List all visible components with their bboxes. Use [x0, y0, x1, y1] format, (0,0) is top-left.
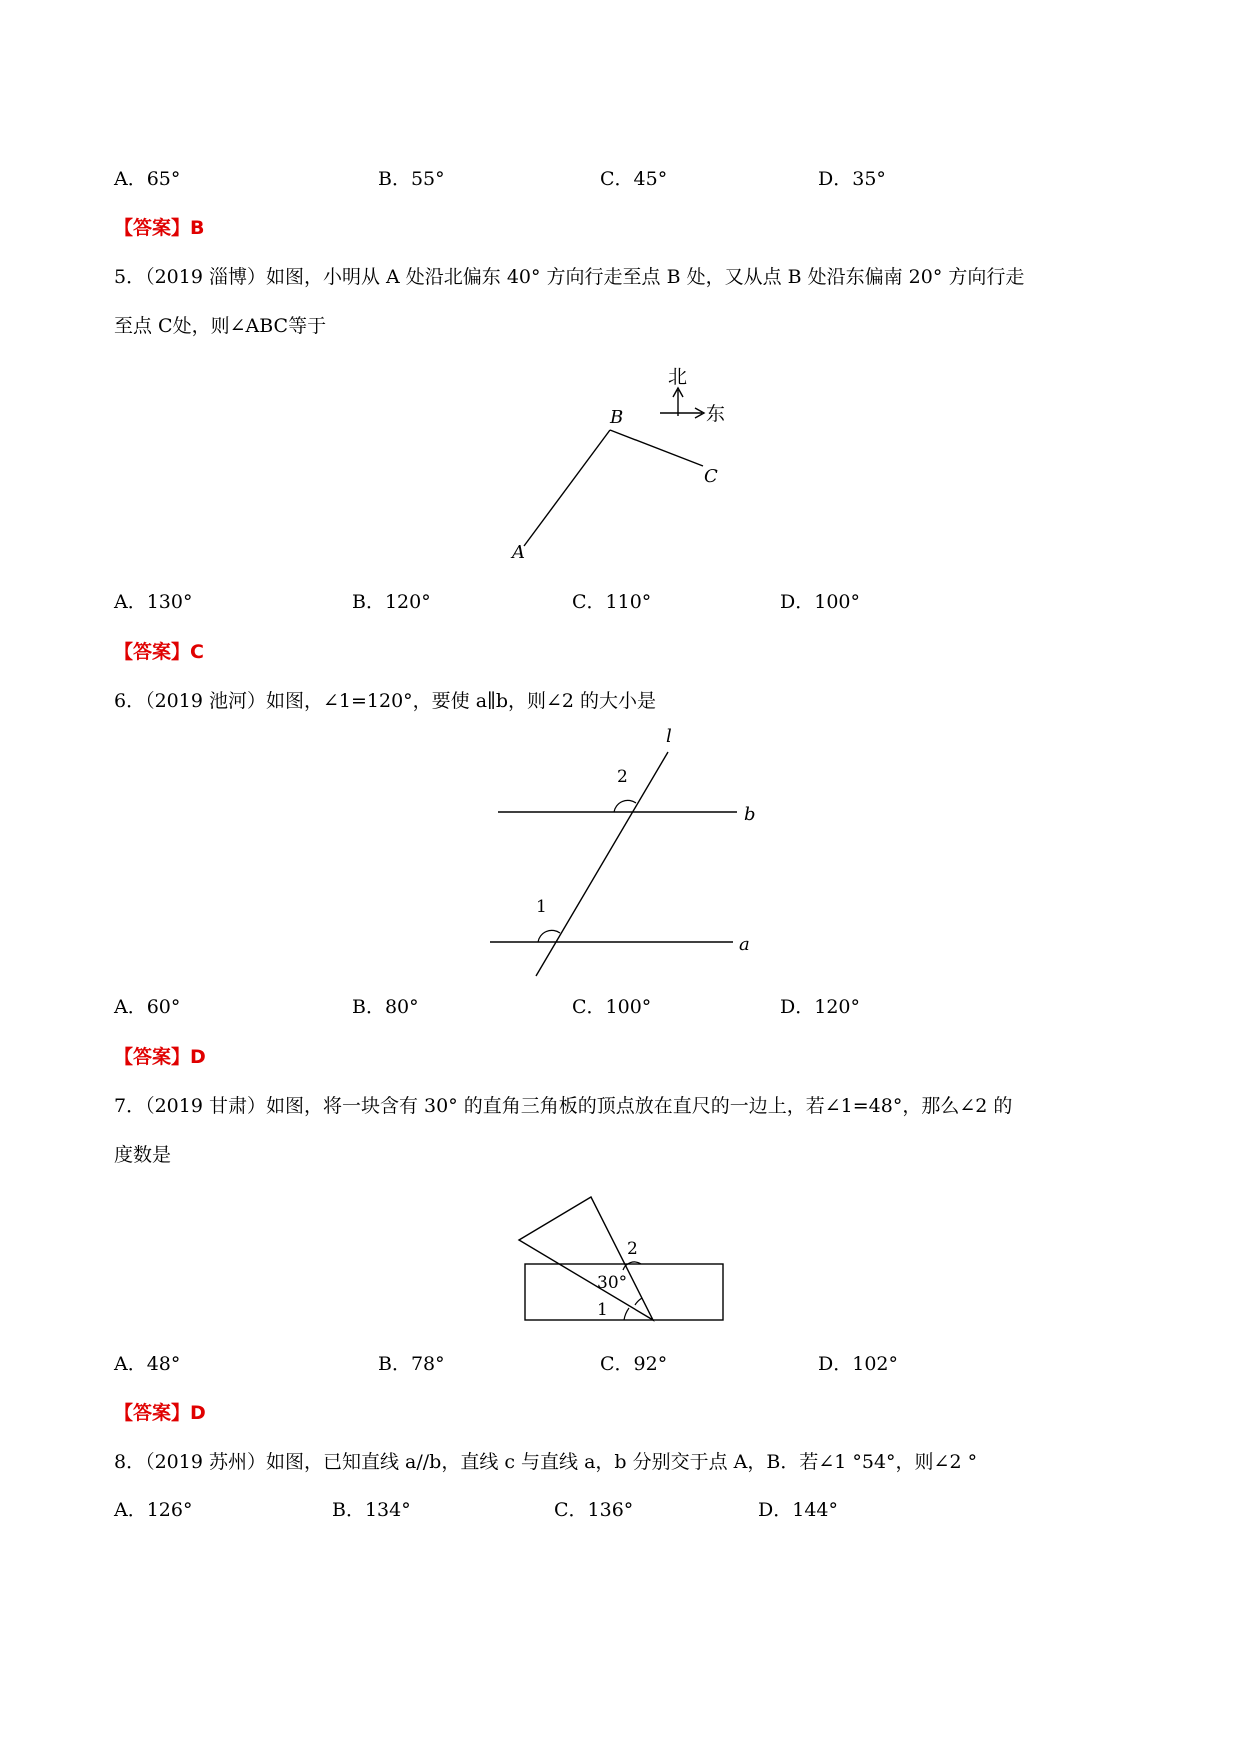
- q5-option-c: C．110°: [572, 591, 652, 613]
- q4-option-b: B．55°: [378, 168, 445, 190]
- q5-option-a: A．130°: [114, 591, 193, 613]
- q6-option-c: C．100°: [572, 996, 652, 1018]
- q8-option-c: C．136°: [554, 1499, 634, 1521]
- q6-option-a: A．60°: [114, 996, 181, 1018]
- q5-north-label: 北: [668, 366, 688, 388]
- q4-option-c: C．45°: [600, 168, 668, 190]
- q7-angle30-label: 30°: [597, 1273, 628, 1293]
- q5-option-b: B．120°: [352, 591, 431, 613]
- q6-angle1-label: 1: [536, 897, 547, 917]
- q7-answer: 【答案】D: [114, 1402, 206, 1424]
- q7-option-a: A．48°: [114, 1353, 181, 1375]
- q8-option-a: A．126°: [114, 1499, 193, 1521]
- q5-text-line2: 至点 C处，则∠ABC等于: [114, 315, 327, 337]
- q6-answer: 【答案】D: [114, 1046, 206, 1068]
- q5-point-b: B: [610, 407, 624, 428]
- q6-text-line1: 6．（2019 池河）如图，∠1=120°，要使 a∥b，则∠2 的大小是: [114, 690, 657, 712]
- q4-answer: 【答案】B: [114, 217, 205, 239]
- q7-option-d: D．102°: [818, 1353, 898, 1375]
- q7-text-line2: 度数是: [114, 1144, 172, 1166]
- q7-text-line1: 7．（2019 甘肃）如图，将一块含有 30° 的直角三角板的顶点放在直尺的一边上，若∠1=48°，那么∠2 的: [114, 1095, 1013, 1117]
- q6-angle2-label: 2: [617, 767, 628, 787]
- q7-option-b: B．78°: [378, 1353, 445, 1375]
- q8-option-d: D．144°: [758, 1499, 838, 1521]
- q5-option-d: D．100°: [780, 591, 860, 613]
- q6-line-b-label: b: [744, 804, 756, 825]
- q4-option-a: A．65°: [114, 168, 181, 190]
- q5-point-c: C: [704, 466, 718, 487]
- q7-angle2-label: 2: [627, 1239, 638, 1259]
- q7-figure: [505, 1185, 735, 1335]
- q8-text-line1: 8．（2019 苏州）如图，已知直线 a//b，直线 c 与直线 a，b 分别交于点 A，B．若∠1 °54°，则∠2 °: [114, 1451, 978, 1473]
- q6-option-b: B．80°: [352, 996, 419, 1018]
- q7-angle1-label: 1: [597, 1300, 608, 1320]
- q5-figure: [500, 360, 740, 560]
- q8-option-b: B．134°: [332, 1499, 411, 1521]
- q5-point-a: A: [512, 542, 525, 560]
- q6-option-d: D．120°: [780, 996, 860, 1018]
- q6-line-l-label: l: [666, 726, 672, 747]
- q5-east-label: 东: [706, 403, 726, 425]
- q4-option-d: D．35°: [818, 168, 886, 190]
- q7-option-c: C．92°: [600, 1353, 668, 1375]
- q6-figure: [480, 720, 760, 980]
- q5-text-line1: 5．（2019 淄博）如图，小明从 A 处沿北偏东 40° 方向行走至点 B 处，又从点 B 处沿东偏南 20° 方向行走: [114, 266, 1025, 288]
- q5-answer: 【答案】C: [114, 641, 204, 663]
- q6-line-a-label: a: [739, 934, 750, 955]
